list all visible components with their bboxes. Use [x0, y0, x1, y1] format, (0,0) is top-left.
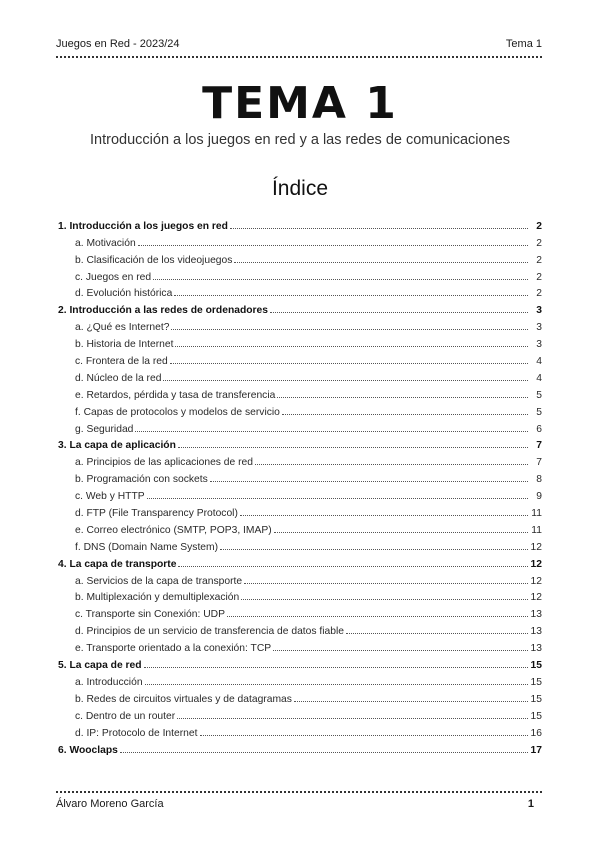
toc-entry-page: 4 [536, 372, 542, 384]
toc-entry-page: 15 [530, 660, 542, 672]
toc-dot-leader [178, 446, 528, 448]
toc-entry-page: 13 [530, 643, 542, 655]
toc-subsection-entry[interactable] [58, 705, 542, 722]
toc-dot-leader [210, 480, 528, 482]
toc-entry-page: 2 [536, 254, 542, 266]
toc-subsection-entry[interactable] [58, 367, 542, 384]
toc-subsection-entry[interactable] [58, 401, 542, 418]
toc-entry-label: d. Principios de un servicio de transferencia de datos fiable [75, 626, 345, 638]
toc-entry-page: 9 [536, 491, 542, 503]
toc-entry-page: 13 [530, 626, 542, 638]
toc-entry-label: e. Retardos, pérdida y tasa de transferencia [75, 389, 276, 401]
toc-entry-page: 2 [536, 237, 542, 249]
toc-subsection-entry[interactable] [58, 418, 542, 435]
toc-entry-page: 13 [530, 609, 542, 621]
toc-section-entry[interactable] [58, 215, 542, 232]
toc-entry-page: 15 [530, 693, 542, 705]
toc-entry-label: c. Juegos en red [75, 271, 152, 283]
toc-entry-page: 12 [530, 575, 542, 587]
toc-subsection-entry[interactable] [58, 570, 542, 587]
toc-dot-leader [282, 413, 528, 415]
toc-section-entry[interactable] [58, 435, 542, 452]
toc-subsection-entry[interactable] [58, 316, 542, 333]
toc-subsection-entry[interactable] [58, 350, 542, 367]
toc-entry-page: 12 [530, 592, 542, 604]
toc-subsection-entry[interactable] [58, 468, 542, 485]
page-footer [56, 798, 534, 810]
toc-entry-label: f. DNS (Domain Name System) [75, 541, 219, 553]
toc-dot-leader [273, 649, 528, 651]
toc-subsection-entry[interactable] [58, 603, 542, 620]
toc-subsection-entry[interactable] [58, 451, 542, 468]
toc-entry-label: e. Correo electrónico (SMTP, POP3, IMAP) [75, 524, 272, 536]
toc-entry-label: 1. Introducción a los juegos en red [58, 220, 228, 232]
toc-dot-leader [270, 311, 528, 313]
toc-entry-page: 12 [530, 541, 542, 553]
toc-entry-label: d. Evolución histórica [75, 288, 173, 300]
table-of-contents [58, 215, 542, 756]
toc-subsection-entry[interactable] [58, 283, 542, 300]
toc-subsection-entry[interactable] [58, 485, 542, 502]
toc-dot-leader [200, 734, 529, 736]
toc-dot-leader [346, 632, 528, 634]
toc-entry-page: 3 [536, 322, 542, 334]
toc-dot-leader [175, 345, 528, 347]
toc-entry-label: c. Transporte sin Conexión: UDP [75, 609, 225, 621]
toc-dot-leader [277, 396, 528, 398]
author-name: Álvaro Moreno García [56, 798, 164, 810]
toc-dot-leader [178, 565, 528, 567]
toc-dot-leader [170, 362, 528, 364]
toc-dot-leader [220, 548, 528, 550]
toc-dot-leader [230, 227, 528, 229]
toc-entry-label: 3. La capa de aplicación [58, 440, 176, 452]
toc-dot-leader [120, 751, 528, 753]
toc-entry-page: 11 [531, 508, 542, 520]
toc-dot-leader [240, 514, 528, 516]
toc-entry-label: a. Servicios de la capa de transporte [75, 575, 243, 587]
toc-entry-page: 2 [536, 271, 542, 283]
page-number: 1 [527, 798, 534, 810]
toc-subsection-entry[interactable] [58, 671, 542, 688]
toc-subsection-entry[interactable] [58, 688, 542, 705]
toc-entry-page: 4 [536, 356, 542, 368]
toc-entry-page: 6 [536, 423, 542, 435]
toc-entry-page: 8 [536, 474, 542, 486]
page-title: TEMA 1 [202, 78, 398, 129]
toc-dot-leader [244, 582, 528, 584]
toc-subsection-entry[interactable] [58, 587, 542, 604]
toc-dot-leader [234, 261, 528, 263]
toc-section-entry[interactable] [58, 299, 542, 316]
toc-section-entry[interactable] [58, 739, 542, 756]
toc-entry-label: a. Introducción [75, 676, 143, 688]
toc-entry-page: 7 [536, 440, 542, 452]
toc-entry-label: d. FTP (File Transparency Protocol) [75, 508, 238, 520]
toc-dot-leader [153, 278, 528, 280]
toc-entry-label: a. Principios de las aplicaciones de red [75, 457, 254, 469]
toc-entry-label: 6. Wooclaps [58, 744, 118, 756]
toc-subsection-entry[interactable] [58, 620, 542, 637]
header-topic: Tema 1 [505, 38, 542, 50]
toc-entry-page: 5 [536, 406, 542, 418]
toc-entry-page: 2 [536, 220, 542, 232]
toc-entry-page: 12 [530, 558, 542, 570]
toc-entry-label: g. Seguridad [75, 423, 134, 435]
toc-dot-leader [241, 598, 528, 600]
toc-entry-label: f. Capas de protocolos y modelos de servicio [75, 406, 280, 418]
toc-entry-label: c. Dentro de un router [75, 710, 176, 722]
toc-entry-label: 4. La capa de transporte [58, 558, 177, 570]
toc-entry-page: 3 [536, 305, 542, 317]
toc-entry-label: c. Frontera de la red [75, 356, 168, 368]
toc-entry-label: 5. La capa de red [58, 660, 142, 672]
toc-entry-label: a. Motivación [75, 237, 136, 249]
header-divider [56, 56, 542, 58]
toc-dot-leader [227, 615, 528, 617]
toc-entry-label: b. Multiplexación y demultiplexación [75, 592, 240, 604]
toc-subsection-entry[interactable] [58, 502, 542, 519]
toc-dot-leader [274, 531, 528, 533]
toc-dot-leader [171, 328, 528, 330]
toc-entry-label: b. Clasificación de los videojuegos [75, 254, 233, 266]
footer-divider [56, 791, 542, 793]
toc-dot-leader [138, 244, 528, 246]
toc-subsection-entry[interactable] [58, 722, 542, 739]
toc-entry-page: 2 [536, 288, 542, 300]
toc-entry-page: 5 [536, 389, 542, 401]
toc-entry-page: 7 [536, 457, 542, 469]
toc-entry-label: d. IP: Protocolo de Internet [75, 727, 198, 739]
toc-dot-leader [174, 294, 528, 296]
toc-entry-label: c. Web y HTTP [75, 491, 145, 503]
toc-subsection-entry[interactable] [58, 232, 542, 249]
toc-subsection-entry[interactable] [58, 333, 542, 350]
toc-entry-label: b. Programación con sockets [75, 474, 208, 486]
toc-subsection-entry[interactable] [58, 536, 542, 553]
toc-subsection-entry[interactable] [58, 637, 542, 654]
toc-dot-leader [147, 497, 528, 499]
toc-entry-label: e. Transporte orientado a la conexión: TCP [75, 643, 272, 655]
toc-entry-page: 15 [530, 676, 542, 688]
toc-entry-label: 2. Introducción a las redes de ordenadores [58, 305, 269, 317]
toc-dot-leader [177, 717, 528, 719]
toc-entry-page: 3 [536, 339, 542, 351]
toc-subsection-entry[interactable] [58, 384, 542, 401]
toc-entry-page: 11 [531, 524, 542, 536]
page-header [56, 38, 542, 50]
page-subtitle: Introducción a los juegos en red y a las redes de comunicaciones [90, 132, 510, 148]
toc-dot-leader [163, 379, 528, 381]
toc-subsection-entry[interactable] [58, 266, 542, 283]
course-title: Juegos en Red - 2023/24 [56, 38, 180, 50]
toc-dot-leader [294, 700, 528, 702]
toc-subsection-entry[interactable] [58, 519, 542, 536]
index-heading: Índice [271, 177, 329, 200]
toc-entry-label: a. ¿Qué es Internet? [75, 322, 170, 334]
toc-entry-page: 16 [530, 727, 542, 739]
toc-section-entry[interactable] [58, 553, 542, 570]
toc-entry-label: b. Historia de Internet [75, 339, 174, 351]
toc-dot-leader [255, 463, 528, 465]
toc-subsection-entry[interactable] [58, 249, 542, 266]
toc-dot-leader [145, 683, 528, 685]
toc-section-entry[interactable] [58, 654, 542, 671]
toc-dot-leader [144, 666, 528, 668]
toc-dot-leader [135, 430, 528, 432]
toc-entry-label: b. Redes de circuitos virtuales y de datagramas [75, 693, 292, 705]
toc-entry-page: 17 [530, 744, 542, 756]
toc-entry-page: 15 [530, 710, 542, 722]
toc-entry-label: d. Núcleo de la red [75, 372, 162, 384]
